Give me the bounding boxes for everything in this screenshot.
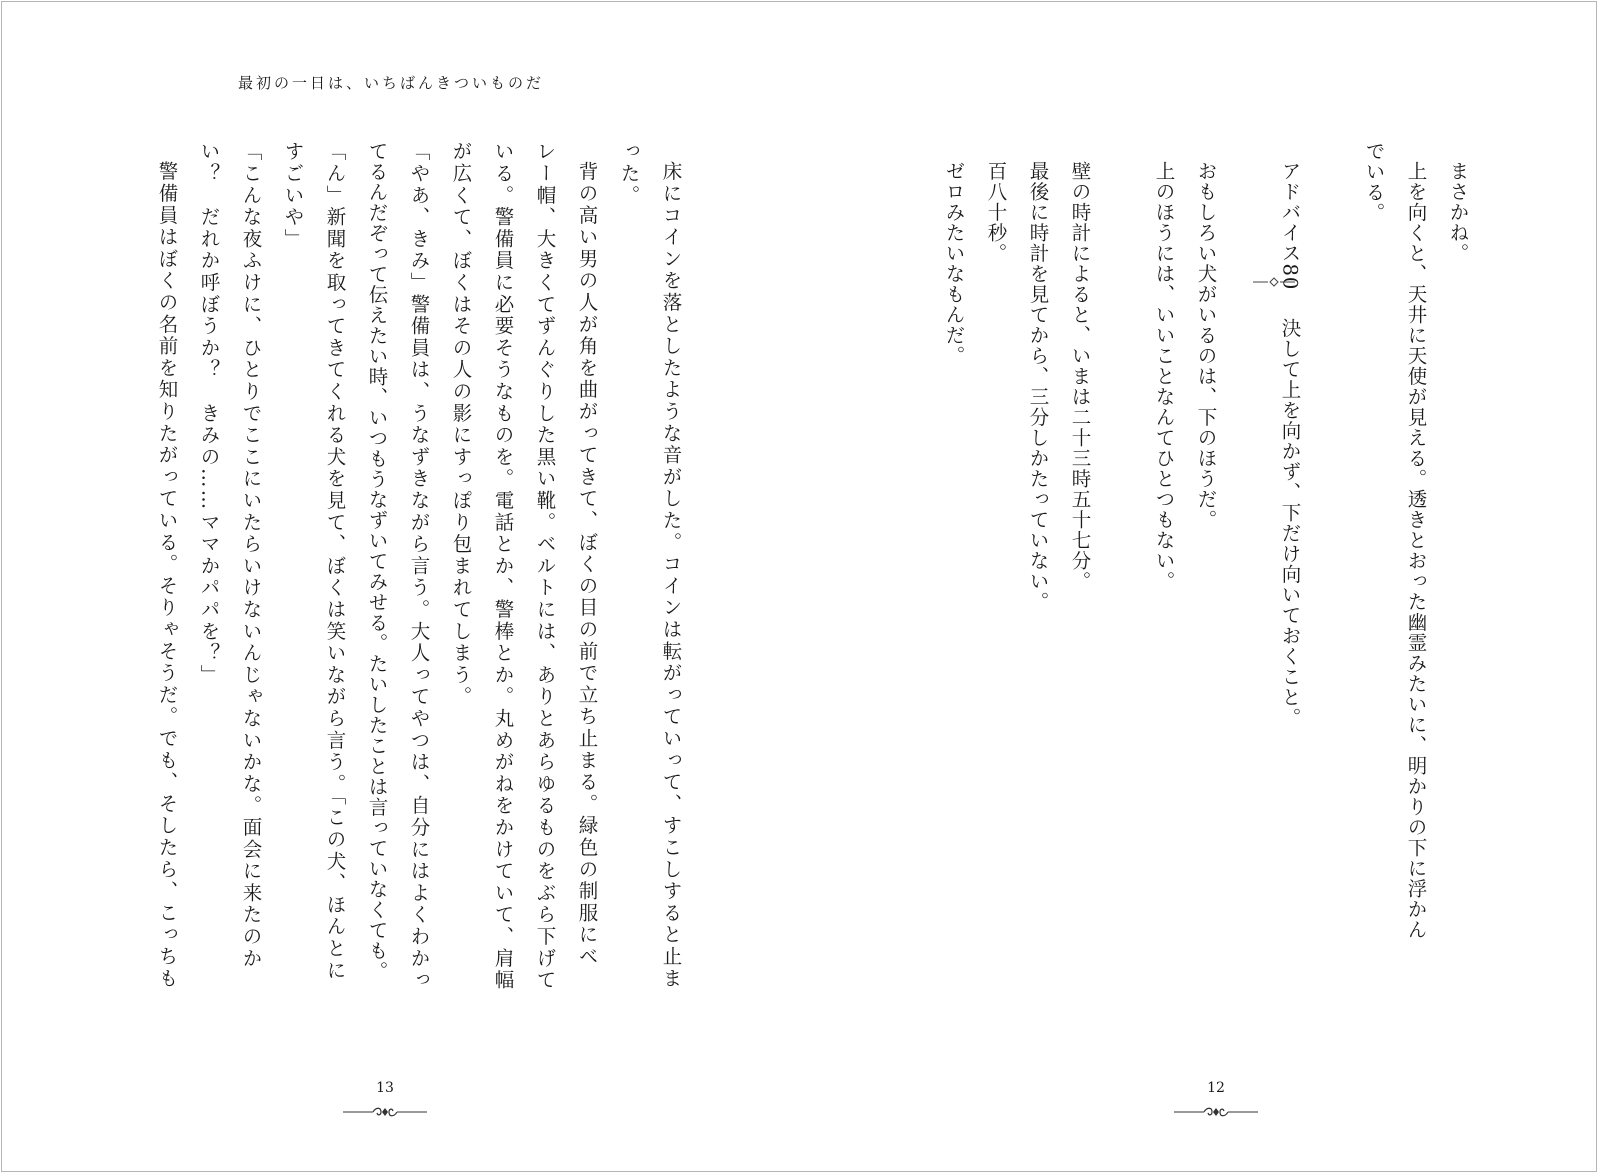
text-line: が広くて、ぼくはその人の影にすっぽり包まれてしまう。 <box>449 141 473 708</box>
page-number-right: 12 <box>1207 1080 1225 1096</box>
text-line: てるんだぞって伝えたい時、いつもうなずいてみせる。たいしたことは言っていなくても。 <box>365 141 389 982</box>
page-number-left: 13 <box>376 1080 394 1096</box>
diamond-rule-icon <box>1253 276 1295 288</box>
advice-heading: アドバイス80 <box>1278 161 1302 291</box>
text-line: 「ん」新聞を取ってきてくれる犬を見て、ぼくは笑いながら言う。「この犬、ほんとに <box>323 141 347 982</box>
text-line: でいる。 <box>1362 141 1386 223</box>
text-line: いる。警備員に必要そうなものを。電話とか、警棒とか。丸めがねをかけていて、肩幅 <box>491 141 515 992</box>
text-line: まさかね。 <box>1446 161 1470 264</box>
text-line: 決して上を向かず、下だけ向いておくこと。 <box>1278 318 1302 728</box>
text-line: 「やあ、きみ」警備員は、うなずきながら言う。大人ってやつは、自分にはよくわかっ <box>407 141 431 992</box>
text-line: 警備員はぼくの名前を知りたがっている。そりゃそうだ。でも、そしたら、こっちも <box>155 161 179 990</box>
text-line: 背の高い男の人が角を曲がってきて、ぼくの目の前で立ち止まる。緑色の制服にベ <box>575 161 599 968</box>
running-header: 最初の一日は、いちばんきついものだ <box>238 74 545 92</box>
text-line: 床にコインを落としたような音がした。コインは転がっていって、すこしすると止ま <box>659 161 683 990</box>
text-line: 上のほうには、いいことなんてひとつもない。 <box>1152 161 1176 592</box>
flourish-ornament-icon <box>1174 1104 1258 1120</box>
text-line: った。 <box>617 141 641 207</box>
text-line: レー帽、大きくてずんぐりした黒い靴。ベルトには、ありとあらゆるものをぶら下げて <box>533 141 557 992</box>
text-line: すごいや」 <box>281 141 305 250</box>
text-line: 「こんな夜ふけに、ひとりでここにいたらいけないんじゃないかな。面会に来たのか <box>239 141 263 970</box>
text-line: い？ だれか呼ぼうか？ きみの……ママかパパを？」 <box>197 141 221 686</box>
flourish-ornament-icon <box>343 1104 427 1120</box>
text-line: おもしろい犬がいるのは、下のほうだ。 <box>1194 161 1218 530</box>
text-line: 壁の時計によると、いまは二十三時五十七分。 <box>1068 161 1092 592</box>
text-line: 百八十秒。 <box>984 161 1008 264</box>
text-line: ゼロみたいなもんだ。 <box>942 161 966 366</box>
text-line: 最後に時計を見てから、三分しかたっていない。 <box>1026 161 1050 612</box>
text-line: 上を向くと、天井に天使が見える。透きとおった幽霊みたいに、明かりの下に浮かん <box>1404 161 1428 940</box>
